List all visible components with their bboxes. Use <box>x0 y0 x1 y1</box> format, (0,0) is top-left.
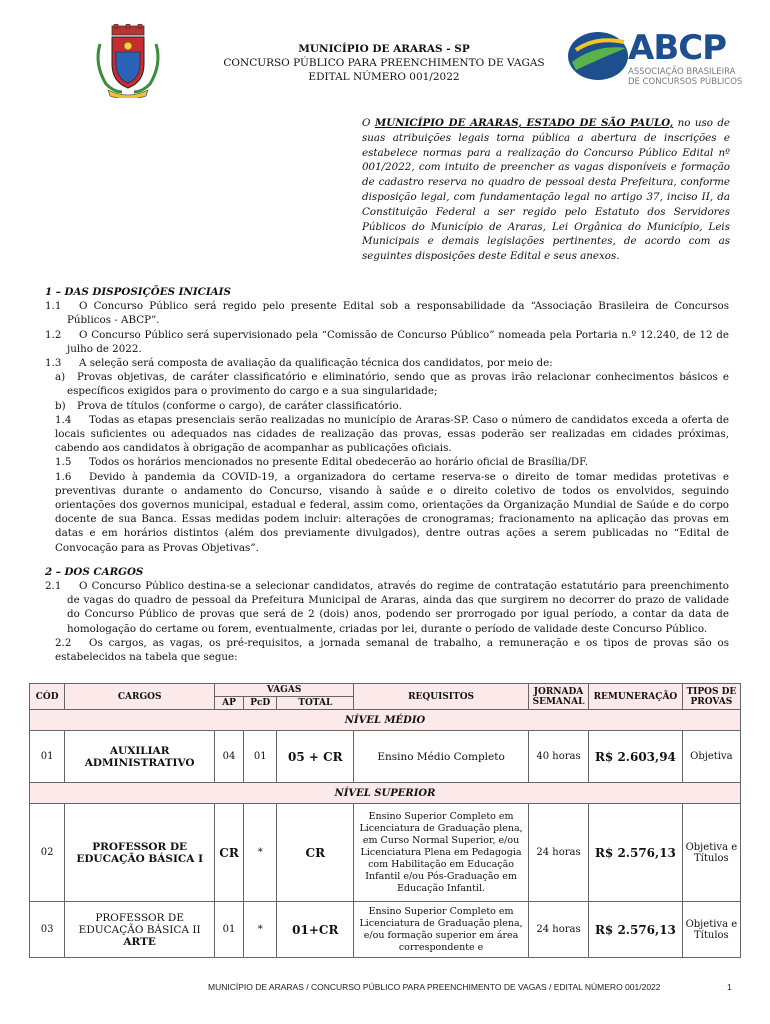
header-contest: CONCURSO PÚBLICO PARA PREENCHIMENTO DE VAGAS <box>223 57 545 69</box>
col-cargos: CARGOS <box>65 684 215 710</box>
footer-text: MUNICÍPIO DE ARARAS / CONCURSO PÚBLICO PARA PREENCHIMENTO DE VAGAS / EDITAL NÚMERO 001/2022 <box>208 982 661 992</box>
table-row <box>30 804 741 902</box>
item-1-3: 1.3 A seleção será composta de avaliação da qualificação técnica dos candidatos, por meio de: <box>45 357 553 370</box>
cell-remuneracao: R$ 2.576,13 <box>589 902 683 958</box>
cell-cod: 01 <box>30 731 65 783</box>
col-cod: CÓD <box>30 684 65 710</box>
col-remuneracao: REMUNERAÇÃO <box>589 684 683 710</box>
cell-ap: CR <box>215 804 244 902</box>
intro-entity: MUNICÍPIO DE ARARAS, ESTADO DE SÃO PAULO, <box>374 117 674 129</box>
cell-jornada: 40 horas <box>528 731 588 783</box>
cell-total: 05 + CR <box>277 731 354 783</box>
araras-coat-of-arms <box>92 24 164 98</box>
cell-pcd: 01 <box>244 731 277 783</box>
cell-tipos: Objetiva e Títulos <box>682 902 740 958</box>
abcp-logo-text: ABCP <box>628 28 727 68</box>
cell-tipos: Objetiva <box>682 731 740 783</box>
cell-cargo: PROFESSOR DE EDUCAÇÃO BÁSICA II ARTE <box>65 902 215 958</box>
col-requisitos: REQUISITOS <box>354 684 529 710</box>
cell-total: CR <box>277 804 354 902</box>
cell-pcd: * <box>244 902 277 958</box>
header-edital: EDITAL NÚMERO 001/2022 <box>308 71 460 83</box>
section-1-title: 1 – DAS DISPOSIÇÕES INICIAIS <box>45 286 231 298</box>
cell-cod: 02 <box>30 804 65 902</box>
cell-ap: 04 <box>215 731 244 783</box>
item-1-1: 1.1 O Concurso Público será regido pelo presente Edital sob a responsabilidade da “Associação Brasileira de Concursos Públicos - ABCP”. <box>45 300 729 327</box>
cargos-table <box>29 683 741 958</box>
header-municipality: MUNICÍPIO DE ARARAS - SP <box>298 43 470 55</box>
cell-remuneracao: R$ 2.576,13 <box>589 804 683 902</box>
cell-tipos: Objetiva e Títulos <box>682 804 740 902</box>
cell-requisitos: Ensino Médio Completo <box>354 731 529 783</box>
band-nivel-medio: NÍVEL MÉDIO <box>30 710 741 731</box>
section-2-title: 2 – DOS CARGOS <box>45 565 144 578</box>
col-jornada: JORNADA SEMANAL <box>528 684 588 710</box>
cell-cargo: PROFESSOR DE EDUCAÇÃO BÁSICA I <box>65 804 215 902</box>
band-nivel-superior: NÍVEL SUPERIOR <box>30 783 741 804</box>
col-total: TOTAL <box>277 697 354 710</box>
item-1-5: 1.5 Todos os horários mencionados no presente Edital obedecerão ao horário oficial de Brasília/DF. <box>55 456 588 469</box>
cell-total: 01+CR <box>277 902 354 958</box>
col-tipos: TIPOS DE PROVAS <box>682 684 740 710</box>
cell-pcd: * <box>244 804 277 902</box>
document-body <box>45 285 729 664</box>
cell-ap: 01 <box>215 902 244 958</box>
intro-paragraph: O MUNICÍPIO DE ARARAS, ESTADO DE SÃO PAULO, no uso de suas atribuições legais torna pública a abertura de inscrições e estabelece normas para a realização do Concurso Público Edital nº 001/2022, com intuito de preencher as vagas disponíveis e formação de cadastro reserva no quadro de pessoal desta Prefeitura, conforme disposição legal, com fundamentação legal no artigo 37, inciso II, da Constituição Federal a ser regido pelo Estatuto dos Servidores Públicos do Município de Araras, Lei Orgânica do Município, Leis Municipais e demais legislações pertinentes, de acordo com as seguintes disposições deste Edital e seus anexos. <box>362 117 730 263</box>
item-1-3-b: b) Prova de títulos (conforme o cargo), de caráter classificatório. <box>55 399 402 412</box>
document-header <box>200 42 568 84</box>
cell-cod: 03 <box>30 902 65 958</box>
table-row <box>30 902 741 958</box>
item-1-6: 1.6 Devido à pandemia da COVID-19, a organizadora do certame reserva-se o direito de tomar medidas protetivas e preventivas durante o andamento do Concurso, visando à saúde e o direito coletivo de todos os envolvidos, seguindo orientações dos governos municipal, estadual e federal, assim como, orientações da Organização Mundial de Saúde e do corpo docente de sua Banca. Essas medidas podem incluir: alterações de cronogramas; fracionamento na aplicação das provas em datas e em horários distintos (além dos previamente divulgados), dentre outras ações a serem publicadas no “Edital de Convocação para as Provas Objetivas”. <box>55 470 729 554</box>
item-1-4: 1.4 Todas as etapas presenciais serão realizadas no município de Araras-SP. Caso o número de candidatos exceda a oferta de locais suficientes ou adequados nas cidades de realização das provas, essas poderão ser realizadas em cidades próximas, cabendo aos candidatos à obrigação de acompanhar as publicações oficiais. <box>55 413 729 455</box>
col-ap: AP <box>215 697 244 710</box>
col-pcd: PcD <box>244 697 277 710</box>
cell-cargo: AUXILIAR ADMINISTRATIVO <box>65 731 215 783</box>
table-row <box>30 731 741 783</box>
cell-requisitos: Ensino Superior Completo em Licenciatura de Graduação plena, em Curso Normal Superior, e/ou Licenciatura Plena em Pedagogia com Habilitação em Educação Infantil e/ou Pós-Graduação em Educação Infantil. <box>354 804 529 902</box>
item-2-2: 2.2 Os cargos, as vagas, os pré-requisitos, a jornada semanal de trabalho, a remuneração e os tipos de provas são os estabelecidos na tabela que segue: <box>55 636 729 664</box>
item-1-3-a: a) Provas objetivas, de caráter classificatório e eliminatório, sendo que as provas irão relacionar conhecimentos básicos e específicos exigidos para o provimento do cargo e a sua singularidade; <box>55 371 729 398</box>
table-header-row <box>30 684 741 697</box>
cell-requisitos: Ensino Superior Completo em Licenciatura de Graduação plena, e/ou formação superior em área correspondente e <box>354 902 529 958</box>
col-vagas: VAGAS <box>215 684 354 697</box>
abcp-logo-subtitle: ASSOCIAÇÃO BRASILEIRA DE CONCURSOS PÚBLICOS <box>628 67 743 87</box>
item-2-1: 2.1 O Concurso Público destina-se a selecionar candidatos, através do regime de contratação estatutário para preenchimento de vagas do quadro de pessoal da Prefeitura Municipal de Araras, ainda das que surgirem no decorrer do prazo de validade do Concurso Público de provas que será de 2 (dois) anos, podendo ser prorrogado por igual período, a contar da data de homologação do certame ou forem, eventualmente, criadas por lei, durante o período de validade deste Concurso Público. <box>45 580 729 635</box>
cell-jornada: 24 horas <box>528 804 588 902</box>
cell-jornada: 24 horas <box>528 902 588 958</box>
item-1-2: 1.2 O Concurso Público será supervisionado pela “Comissão de Concurso Público” nomeada pela Portaria n.º 12.240, de 12 de julho de 2022. <box>45 328 729 355</box>
page-number: 1 <box>727 982 732 992</box>
cell-remuneracao: R$ 2.603,94 <box>589 731 683 783</box>
